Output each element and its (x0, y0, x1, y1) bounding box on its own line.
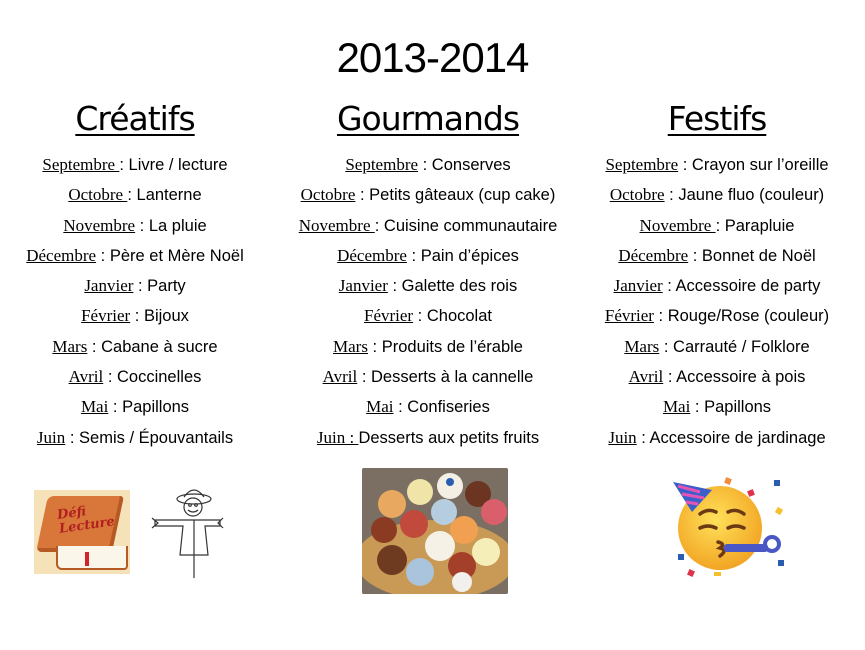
separator: : (367, 337, 382, 356)
month-row (283, 301, 573, 331)
theme-value: Rouge/Rose (couleur) (667, 307, 830, 326)
theme-value: Parapluie (724, 216, 795, 235)
theme-value: Produits de l’érable (381, 337, 523, 356)
theme-value: Accessoire à pois (676, 368, 806, 387)
month-label: Février (81, 306, 131, 326)
month-row (0, 150, 280, 180)
column-heading: Créatifs (75, 99, 195, 138)
month-row (572, 423, 862, 453)
separator: : (135, 216, 149, 235)
month-label: Février (604, 306, 654, 326)
month-row (0, 423, 280, 453)
scarecrow-drawing-image (150, 485, 225, 580)
month-label: Octobre (68, 185, 128, 205)
month-label: Juin (36, 427, 66, 447)
month-label: Juin (608, 427, 637, 447)
separator: : (374, 216, 384, 235)
month-label: Janvier (338, 276, 388, 296)
theme-value: Accessoire de party (675, 277, 821, 296)
separator: : (103, 368, 117, 387)
theme-value: Coccinelles (117, 368, 202, 387)
separator: : (636, 428, 650, 447)
month-label: Novembre (63, 215, 136, 235)
page-title: 2013-2014 (336, 34, 529, 81)
theme-value: Père et Mère Noël (109, 246, 244, 265)
month-row (0, 211, 280, 241)
theme-value: Bonnet de Noël (701, 246, 816, 265)
month-row (572, 150, 862, 180)
theme-value: Carrauté / Folklore (673, 337, 810, 356)
theme-value: Party (147, 277, 186, 296)
month-row (283, 150, 573, 180)
theme-value: Conserves (431, 156, 511, 174)
theme-value: Cabane à sucre (101, 337, 218, 356)
month-label: Novembre (298, 215, 375, 235)
theme-value: Semis / Épouvantails (79, 428, 234, 447)
separator: : (653, 307, 668, 326)
theme-value: Accessoire de jardinage (649, 428, 826, 447)
month-row (572, 241, 862, 271)
separator: : (87, 337, 102, 356)
month-row (283, 271, 573, 301)
month-label: Octobre (300, 185, 356, 205)
separator: : (393, 398, 408, 417)
month-label: Mai (662, 397, 691, 417)
separator: : (678, 156, 692, 174)
separator: : (108, 398, 123, 417)
theme-value: Confiseries (407, 398, 490, 417)
theme-value: Desserts à la cannelle (371, 368, 534, 387)
month-label: Mars (624, 336, 660, 356)
column-heading: Festifs (667, 99, 767, 138)
theme-value: Cuisine communautaire (383, 216, 558, 235)
separator: : (119, 156, 129, 174)
month-row (0, 332, 280, 362)
separator: : (355, 186, 370, 205)
month-label: Septembre (345, 155, 419, 174)
month-row (572, 271, 862, 301)
month-row (0, 271, 280, 301)
month-label: Décembre (337, 245, 407, 265)
month-label: Décembre (26, 245, 97, 265)
separator: : (715, 216, 725, 235)
theme-value: Bijoux (143, 307, 189, 326)
column-creatifs (0, 96, 280, 453)
month-label: Janvier (84, 276, 134, 296)
month-row (572, 392, 862, 422)
separator: : (130, 307, 144, 326)
month-label: Décembre (618, 245, 689, 265)
theme-value: Chocolat (426, 307, 492, 326)
month-row (572, 332, 862, 362)
separator: : (690, 398, 705, 417)
separator: : (418, 156, 432, 174)
month-label: Février (364, 306, 414, 326)
month-row (283, 423, 573, 453)
separator: : (662, 277, 676, 296)
theme-value: La pluie (148, 216, 207, 235)
theme-value: Livre / lecture (128, 156, 228, 174)
month-row (283, 392, 573, 422)
month-label: Novembre (639, 215, 716, 235)
theme-value: Petits gâteaux (cup cake) (369, 186, 556, 205)
month-row (283, 332, 573, 362)
party-face-emoji-image (670, 470, 785, 578)
month-row (0, 362, 280, 392)
separator: : (406, 246, 421, 265)
separator: : (96, 246, 110, 265)
theme-value: Galette des rois (401, 277, 518, 296)
theme-value: Jaune fluo (couleur) (678, 186, 825, 205)
theme-value: Desserts aux petits fruits (358, 428, 540, 447)
month-row (572, 301, 862, 331)
month-row (572, 211, 862, 241)
separator: : (664, 186, 679, 205)
month-row (0, 392, 280, 422)
month-row (572, 362, 862, 392)
month-label: Avril (68, 367, 104, 387)
month-label: Avril (628, 367, 664, 387)
month-label: Octobre (609, 185, 665, 205)
month-row (283, 241, 573, 271)
month-row (0, 180, 280, 210)
month-label: Mai (366, 397, 394, 417)
theme-value: Papillons (704, 398, 772, 417)
separator: : (127, 186, 137, 205)
separator: : (133, 277, 148, 296)
separator: : (387, 277, 402, 296)
separator: : (65, 428, 80, 447)
month-label: Mars (333, 336, 368, 356)
defi-lecture-book-image: Défi Lecture (34, 490, 130, 574)
theme-value: Pain d’épices (420, 246, 519, 265)
month-label: Septembre (605, 155, 679, 174)
separator: : (413, 307, 427, 326)
month-row (283, 180, 573, 210)
cupcakes-photo-image (362, 468, 508, 594)
month-label: Avril (322, 367, 358, 387)
separator: : (659, 337, 674, 356)
month-label: Mars (52, 336, 88, 356)
month-label: Septembre (42, 155, 120, 174)
month-row (0, 241, 280, 271)
month-row (283, 211, 573, 241)
theme-value: Lanterne (136, 186, 202, 205)
theme-value: Papillons (122, 398, 190, 417)
month-label: Juin : (316, 427, 359, 447)
month-label: Janvier (613, 276, 663, 296)
column-gourmands (283, 96, 573, 453)
month-row (572, 180, 862, 210)
column-heading: Gourmands (336, 99, 520, 138)
month-row (283, 362, 573, 392)
month-row (0, 301, 280, 331)
separator: : (663, 368, 677, 387)
separator: : (688, 246, 702, 265)
month-label: Mai (80, 397, 109, 417)
separator: : (357, 368, 372, 387)
column-festifs (572, 96, 862, 453)
theme-value: Crayon sur l’oreille (691, 156, 829, 174)
